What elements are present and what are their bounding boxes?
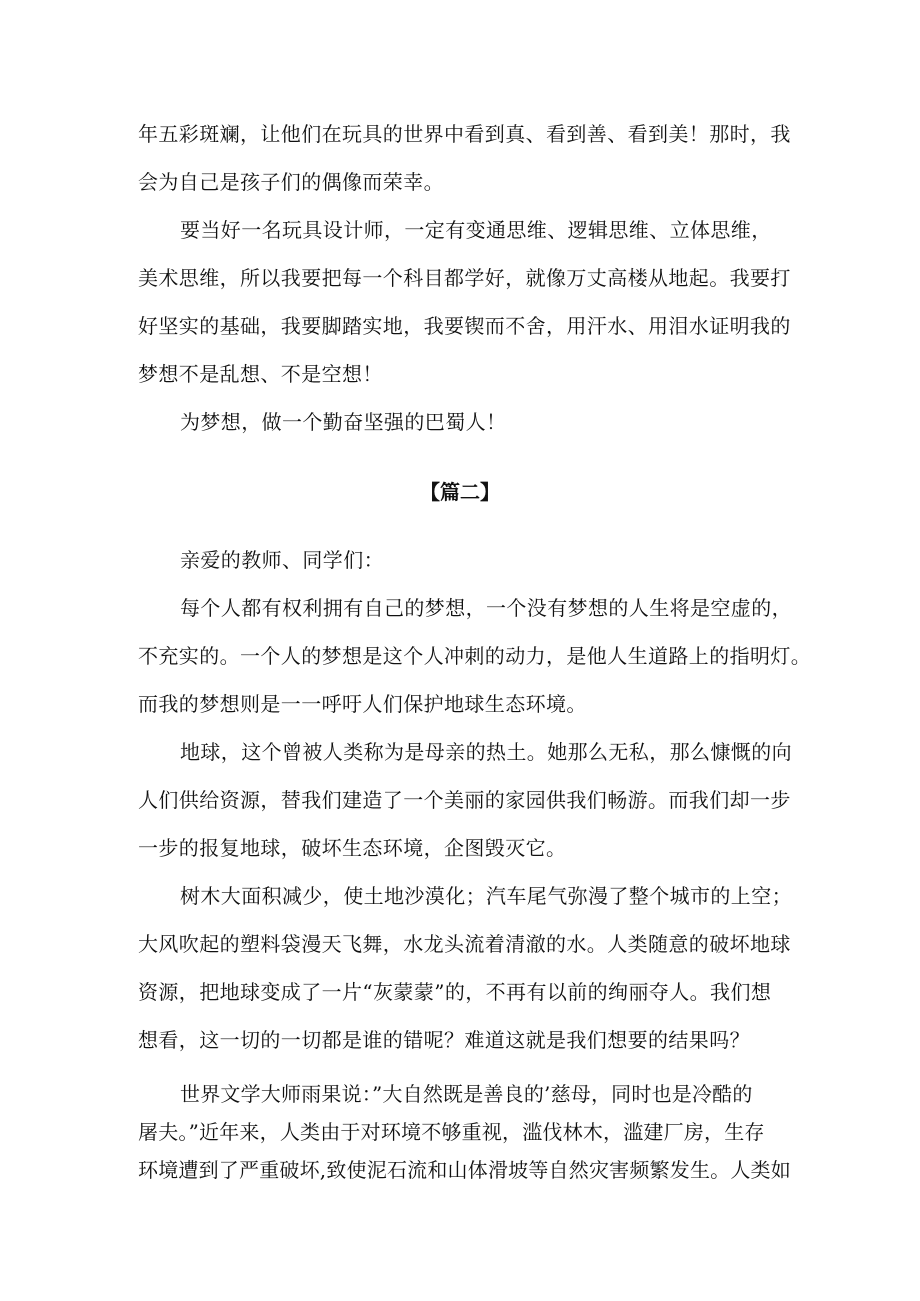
paragraph-line: 每个人都有权利拥有自己的梦想，一个没有梦想的人生将是空虚的， [180,596,792,620]
paragraph-line: 大风吹起的塑料袋漫天飞舞，水龙头流着清澈的水。人类随意的破坏地球 [138,932,791,956]
paragraph-line: 年五彩斑斓，让他们在玩具的世界中看到真、看到善、看到美！那时，我 [138,122,791,146]
section-heading: 【篇二】 [420,480,500,504]
paragraph-line: 想看，这一切的一切都是谁的错呢？难道这就是我们想要的结果吗？ [138,1028,750,1052]
paragraph-line: 屠夫。”近年来，人类由于对环境不够重视，滥伐林木，滥建厂房，生存 [138,1120,765,1144]
paragraph-line: 好坚实的基础，我要脚踏实地，我要锲而不舍，用汗水、用泪水证明我的 [138,314,791,338]
salutation-line: 亲爱的教师、同学们： [180,548,384,572]
paragraph-line: 环境遭到了严重破坏,致使泥石流和山体滑坡等自然灾害频繁发生。人类如 [138,1158,791,1182]
paragraph-line: 不充实的。一个人的梦想是这个人冲刺的动力，是他人生道路上的指明灯。 [138,644,812,668]
paragraph-line: 为梦想，做一个勤奋坚强的巴蜀人！ [180,410,507,434]
paragraph-line: 树木大面积减少，使土地沙漠化；汽车尾气弥漫了整个城市的上空； [180,884,792,908]
paragraph-line: 资源，把地球变成了一片“灰蒙蒙”的，不再有以前的绚丽夺人。我们想 [138,980,772,1004]
paragraph-line: 梦想不是乱想、不是空想！ [138,362,383,386]
paragraph-line: 要当好一名玩具设计师，一定有变通思维、逻辑思维、立体思维， [180,218,772,242]
paragraph-line: 美术思维，所以我要把每一个科目都学好，就像万丈高楼从地起。我要打 [138,266,791,290]
paragraph-line: 一步的报复地球，破坏生态环境，企图毁灭它。 [138,836,567,860]
paragraph-line: 而我的梦想则是一一呼吁人们保护地球生态环境。 [138,692,587,716]
paragraph-line: 地球，这个曾被人类称为是母亲的热土。她那么无私，那么慷慨的向 [180,740,792,764]
paragraph-line: 会为自己是孩子们的偶像而荣幸。 [138,170,444,194]
paragraph-line: 世界文学大师雨果说：”大自然既是善良的’慈母，同时也是冷酷的 [180,1082,753,1106]
paragraph-line: 人们供给资源，替我们建造了一个美丽的家园供我们畅游。而我们却一步 [138,788,791,812]
